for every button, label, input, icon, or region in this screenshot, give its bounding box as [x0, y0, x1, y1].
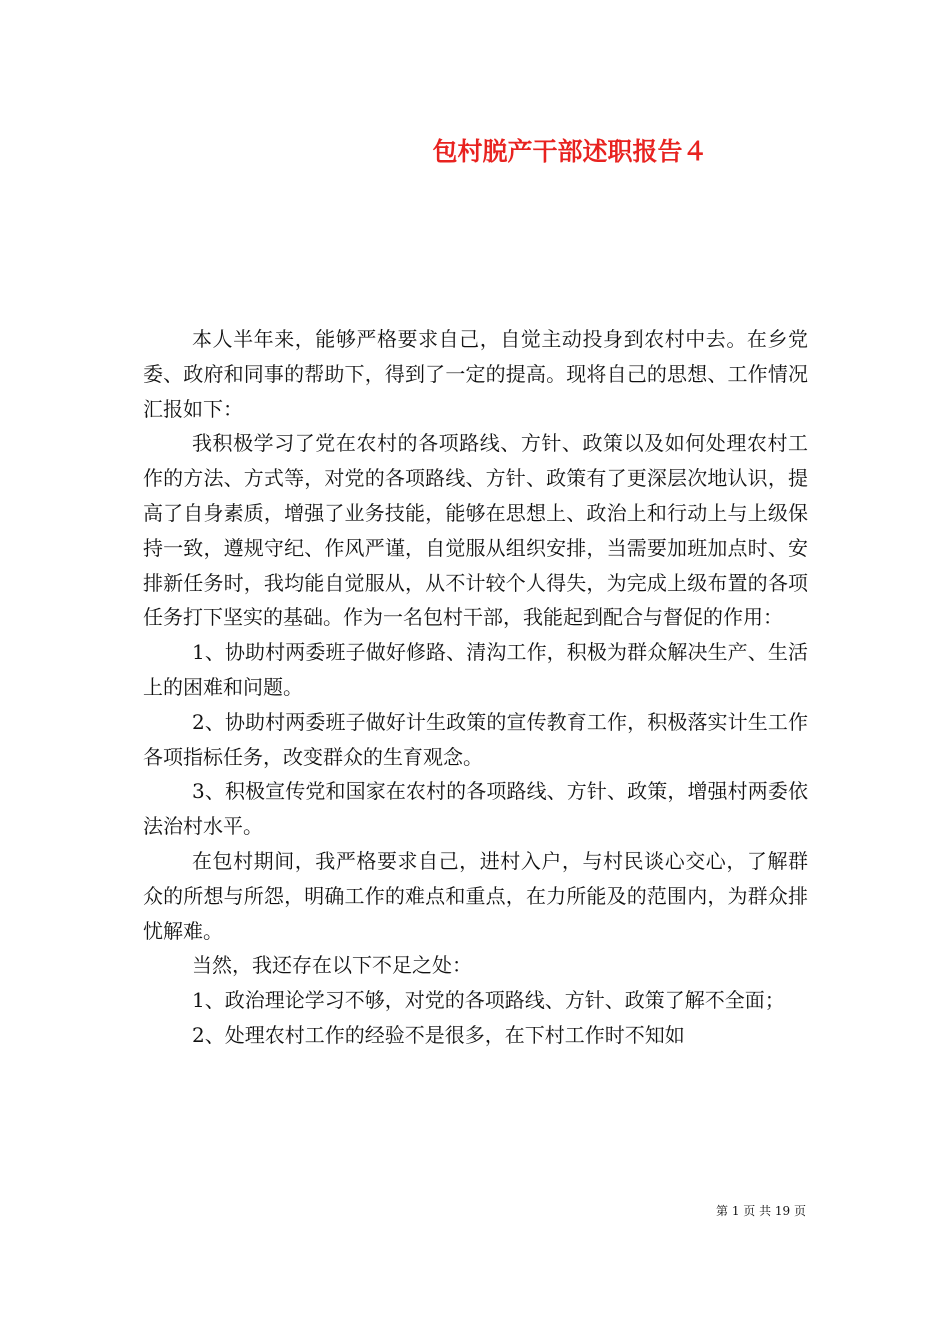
paragraph: 我积极学习了党在农村的各项路线、方针、政策以及如何处理农村工作的方法、方式等，对党的各项路线、方针、政策有了更深层次地认识，提高了自身素质，增强了业务技能，能够在思想上、政治上和行动上与上级保持一致，遵规守纪、作风严谨，自觉服从组织安排，当需要加班加点时、安排新任务时，我均能自觉服从，从不计较个人得失，为完成上级布置的各项任务打下坚实的基础。作为一名包村干部，我能起到配合与督促的作用：: [143, 431, 808, 630]
document-title: 包村脱产干部述职报告４: [432, 137, 708, 166]
page-number-footer: 第 1 页 共 19 页: [716, 1204, 806, 1218]
paragraph: 1、协助村两委班子做好修路、清沟工作，积极为群众解决生产、生活上的困难和问题。: [143, 640, 808, 699]
paragraph: 2、协助村两委班子做好计生政策的宣传教育工作，积极落实计生工作各项指标任务，改变群众的生育观念。: [143, 709, 808, 769]
paragraph: 3、积极宣传党和国家在农村的各项路线、方针、政策，增强村两委依法治村水平。: [143, 779, 808, 839]
paragraph: 本人半年来，能够严格要求自己，自觉主动投身到农村中去。在乡党委、政府和同事的帮助下，得到了一定的提高。现将自己的思想、工作情况汇报如下：: [143, 327, 808, 421]
document-body: [143, 322, 808, 1053]
paragraph: 当然，我还存在以下不足之处：: [192, 953, 472, 978]
paragraph: 1、政治理论学习不够，对党的各项路线、方针、政策了解不全面；: [192, 988, 785, 1013]
paragraph: 2、处理农村工作的经验不是很多，在下村工作时不知如: [192, 1022, 685, 1047]
paragraph: 在包村期间，我严格要求自己，进村入户，与村民谈心交心，了解群众的所想与所怨，明确工作的难点和重点，在力所能及的范围内，为群众排忧解难。: [143, 848, 808, 943]
